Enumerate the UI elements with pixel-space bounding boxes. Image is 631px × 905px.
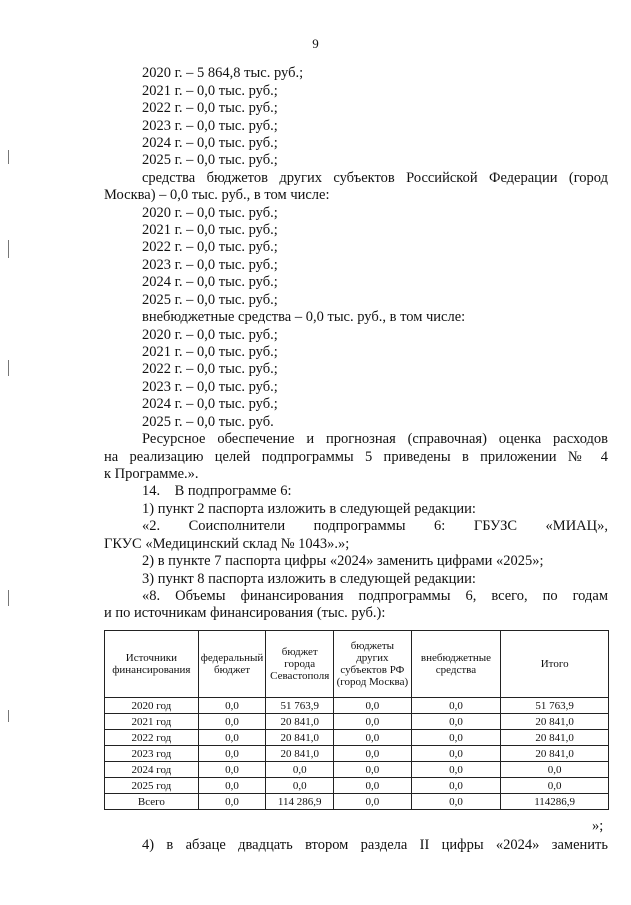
table-cell: 0,0 bbox=[411, 714, 501, 730]
table-cell: 0,0 bbox=[198, 762, 266, 778]
text-line: «2. Соисполнители подпрограммы 6: ГБУЗС «МИАЦ», bbox=[142, 518, 608, 534]
text-line: 2020 г. – 0,0 тыс. руб.; bbox=[142, 205, 278, 221]
text-line: ГКУС «Медицинский склад № 1043».»; bbox=[104, 536, 350, 552]
table-cell: 20 841,0 bbox=[266, 714, 334, 730]
text-line: 2022 г. – 0,0 тыс. руб.; bbox=[142, 361, 278, 377]
table-cell: 0,0 bbox=[501, 778, 609, 794]
closing-quote: »; bbox=[592, 818, 604, 834]
table-cell: 114286,9 bbox=[501, 794, 609, 810]
scan-margin-mark bbox=[8, 360, 9, 376]
table-cell: 0,0 bbox=[266, 762, 334, 778]
table-cell: 2020 год bbox=[105, 698, 199, 714]
text-line: 2022 г. – 0,0 тыс. руб.; bbox=[142, 100, 278, 116]
text-line: 2023 г. – 0,0 тыс. руб.; bbox=[142, 118, 278, 134]
table-cell: 2023 год bbox=[105, 746, 199, 762]
scan-margin-mark bbox=[8, 150, 9, 164]
table-cell: 0,0 bbox=[411, 730, 501, 746]
table-header-cell: внебюджетные средства bbox=[411, 631, 501, 698]
text-line: 4) в абзаце двадцать втором раздела II цифры «2024» заменить bbox=[142, 837, 608, 853]
financing-table bbox=[104, 630, 609, 810]
table-cell: Всего bbox=[105, 794, 199, 810]
table-row bbox=[105, 746, 609, 762]
table-cell: 0,0 bbox=[198, 730, 266, 746]
table-cell: 2024 год bbox=[105, 762, 199, 778]
table-cell: 20 841,0 bbox=[266, 746, 334, 762]
page-number: 9 bbox=[312, 36, 319, 51]
text-line: 2023 г. – 0,0 тыс. руб.; bbox=[142, 379, 278, 395]
text-line: 1) пункт 2 паспорта изложить в следующей редакции: bbox=[142, 501, 476, 517]
table-cell: 0,0 bbox=[198, 746, 266, 762]
text-line: 2025 г. – 0,0 тыс. руб.; bbox=[142, 292, 278, 308]
table-row bbox=[105, 714, 609, 730]
scan-margin-mark bbox=[8, 590, 9, 606]
text-line: Москва) – 0,0 тыс. руб., в том числе: bbox=[104, 187, 330, 203]
text-line: 3) пункт 8 паспорта изложить в следующей редакции: bbox=[142, 571, 476, 587]
table-cell: 0,0 bbox=[198, 794, 266, 810]
table-row bbox=[105, 730, 609, 746]
table-cell: 0,0 bbox=[334, 730, 411, 746]
table-cell: 0,0 bbox=[334, 762, 411, 778]
table-cell: 2022 год bbox=[105, 730, 199, 746]
table-cell: 0,0 bbox=[198, 778, 266, 794]
table-cell: 0,0 bbox=[411, 698, 501, 714]
table-cell: 0,0 bbox=[334, 746, 411, 762]
table-header-cell: Итого bbox=[501, 631, 609, 698]
table-cell: 0,0 bbox=[411, 762, 501, 778]
table-header-cell: федеральный бюджет bbox=[198, 631, 266, 698]
table-header-cell: бюджет города Севастополя bbox=[266, 631, 334, 698]
text-line: 2020 г. – 5 864,8 тыс. руб.; bbox=[142, 65, 304, 81]
table-cell: 2021 год bbox=[105, 714, 199, 730]
text-line: 14. В подпрограмме 6: bbox=[142, 483, 292, 499]
text-line: 2025 г. – 0,0 тыс. руб. bbox=[142, 414, 274, 430]
table-cell: 0,0 bbox=[198, 698, 266, 714]
table-cell: 114 286,9 bbox=[266, 794, 334, 810]
text-line: 2025 г. – 0,0 тыс. руб.; bbox=[142, 152, 278, 168]
table-cell: 51 763,9 bbox=[266, 698, 334, 714]
table-total-row bbox=[105, 794, 609, 810]
table-cell: 0,0 bbox=[411, 778, 501, 794]
table-row bbox=[105, 778, 609, 794]
text-line: 2024 г. – 0,0 тыс. руб.; bbox=[142, 396, 278, 412]
table-header-row bbox=[105, 631, 609, 698]
table-row bbox=[105, 698, 609, 714]
text-line: на реализацию целей подпрограммы 5 приведены в приложении № 4 bbox=[104, 449, 608, 465]
table-cell: 0,0 bbox=[411, 746, 501, 762]
scan-margin-mark bbox=[8, 710, 9, 722]
table-cell: 20 841,0 bbox=[501, 714, 609, 730]
table-cell: 2025 год bbox=[105, 778, 199, 794]
table-cell: 0,0 bbox=[334, 778, 411, 794]
text-line: 2024 г. – 0,0 тыс. руб.; bbox=[142, 135, 278, 151]
text-line: к Программе.». bbox=[104, 466, 199, 482]
table-cell: 20 841,0 bbox=[501, 730, 609, 746]
text-line: Ресурсное обеспечение и прогнозная (справочная) оценка расходов bbox=[142, 431, 608, 447]
text-line: 2) в пункте 7 паспорта цифры «2024» заменить цифрами «2025»; bbox=[142, 553, 544, 569]
table-cell: 0,0 bbox=[334, 714, 411, 730]
table-cell: 0,0 bbox=[198, 714, 266, 730]
text-line: 2021 г. – 0,0 тыс. руб.; bbox=[142, 83, 278, 99]
table-cell: 0,0 bbox=[334, 794, 411, 810]
table-cell: 0,0 bbox=[501, 762, 609, 778]
scan-margin-mark bbox=[8, 240, 9, 258]
text-line: и по источникам финансирования (тыс. руб.): bbox=[104, 605, 386, 621]
text-line: внебюджетные средства – 0,0 тыс. руб., в том числе: bbox=[142, 309, 466, 325]
table-cell: 20 841,0 bbox=[266, 730, 334, 746]
table-cell: 0,0 bbox=[411, 794, 501, 810]
table-row bbox=[105, 762, 609, 778]
table-cell: 0,0 bbox=[266, 778, 334, 794]
text-line: 2022 г. – 0,0 тыс. руб.; bbox=[142, 239, 278, 255]
table-cell: 51 763,9 bbox=[501, 698, 609, 714]
text-line: 2024 г. – 0,0 тыс. руб.; bbox=[142, 274, 278, 290]
text-line: «8. Объемы финансирования подпрограммы 6, всего, по годам bbox=[142, 588, 608, 604]
table-header-cell: Источники финансирования bbox=[105, 631, 199, 698]
text-line: средства бюджетов других субъектов Российской Федерации (город bbox=[142, 170, 608, 186]
table-header-cell: бюджеты других субъектов РФ (город Москва) bbox=[334, 631, 411, 698]
text-line: 2021 г. – 0,0 тыс. руб.; bbox=[142, 344, 278, 360]
table-cell: 0,0 bbox=[334, 698, 411, 714]
table-cell: 20 841,0 bbox=[501, 746, 609, 762]
text-line: 2020 г. – 0,0 тыс. руб.; bbox=[142, 327, 278, 343]
text-line: 2023 г. – 0,0 тыс. руб.; bbox=[142, 257, 278, 273]
text-line: 2021 г. – 0,0 тыс. руб.; bbox=[142, 222, 278, 238]
